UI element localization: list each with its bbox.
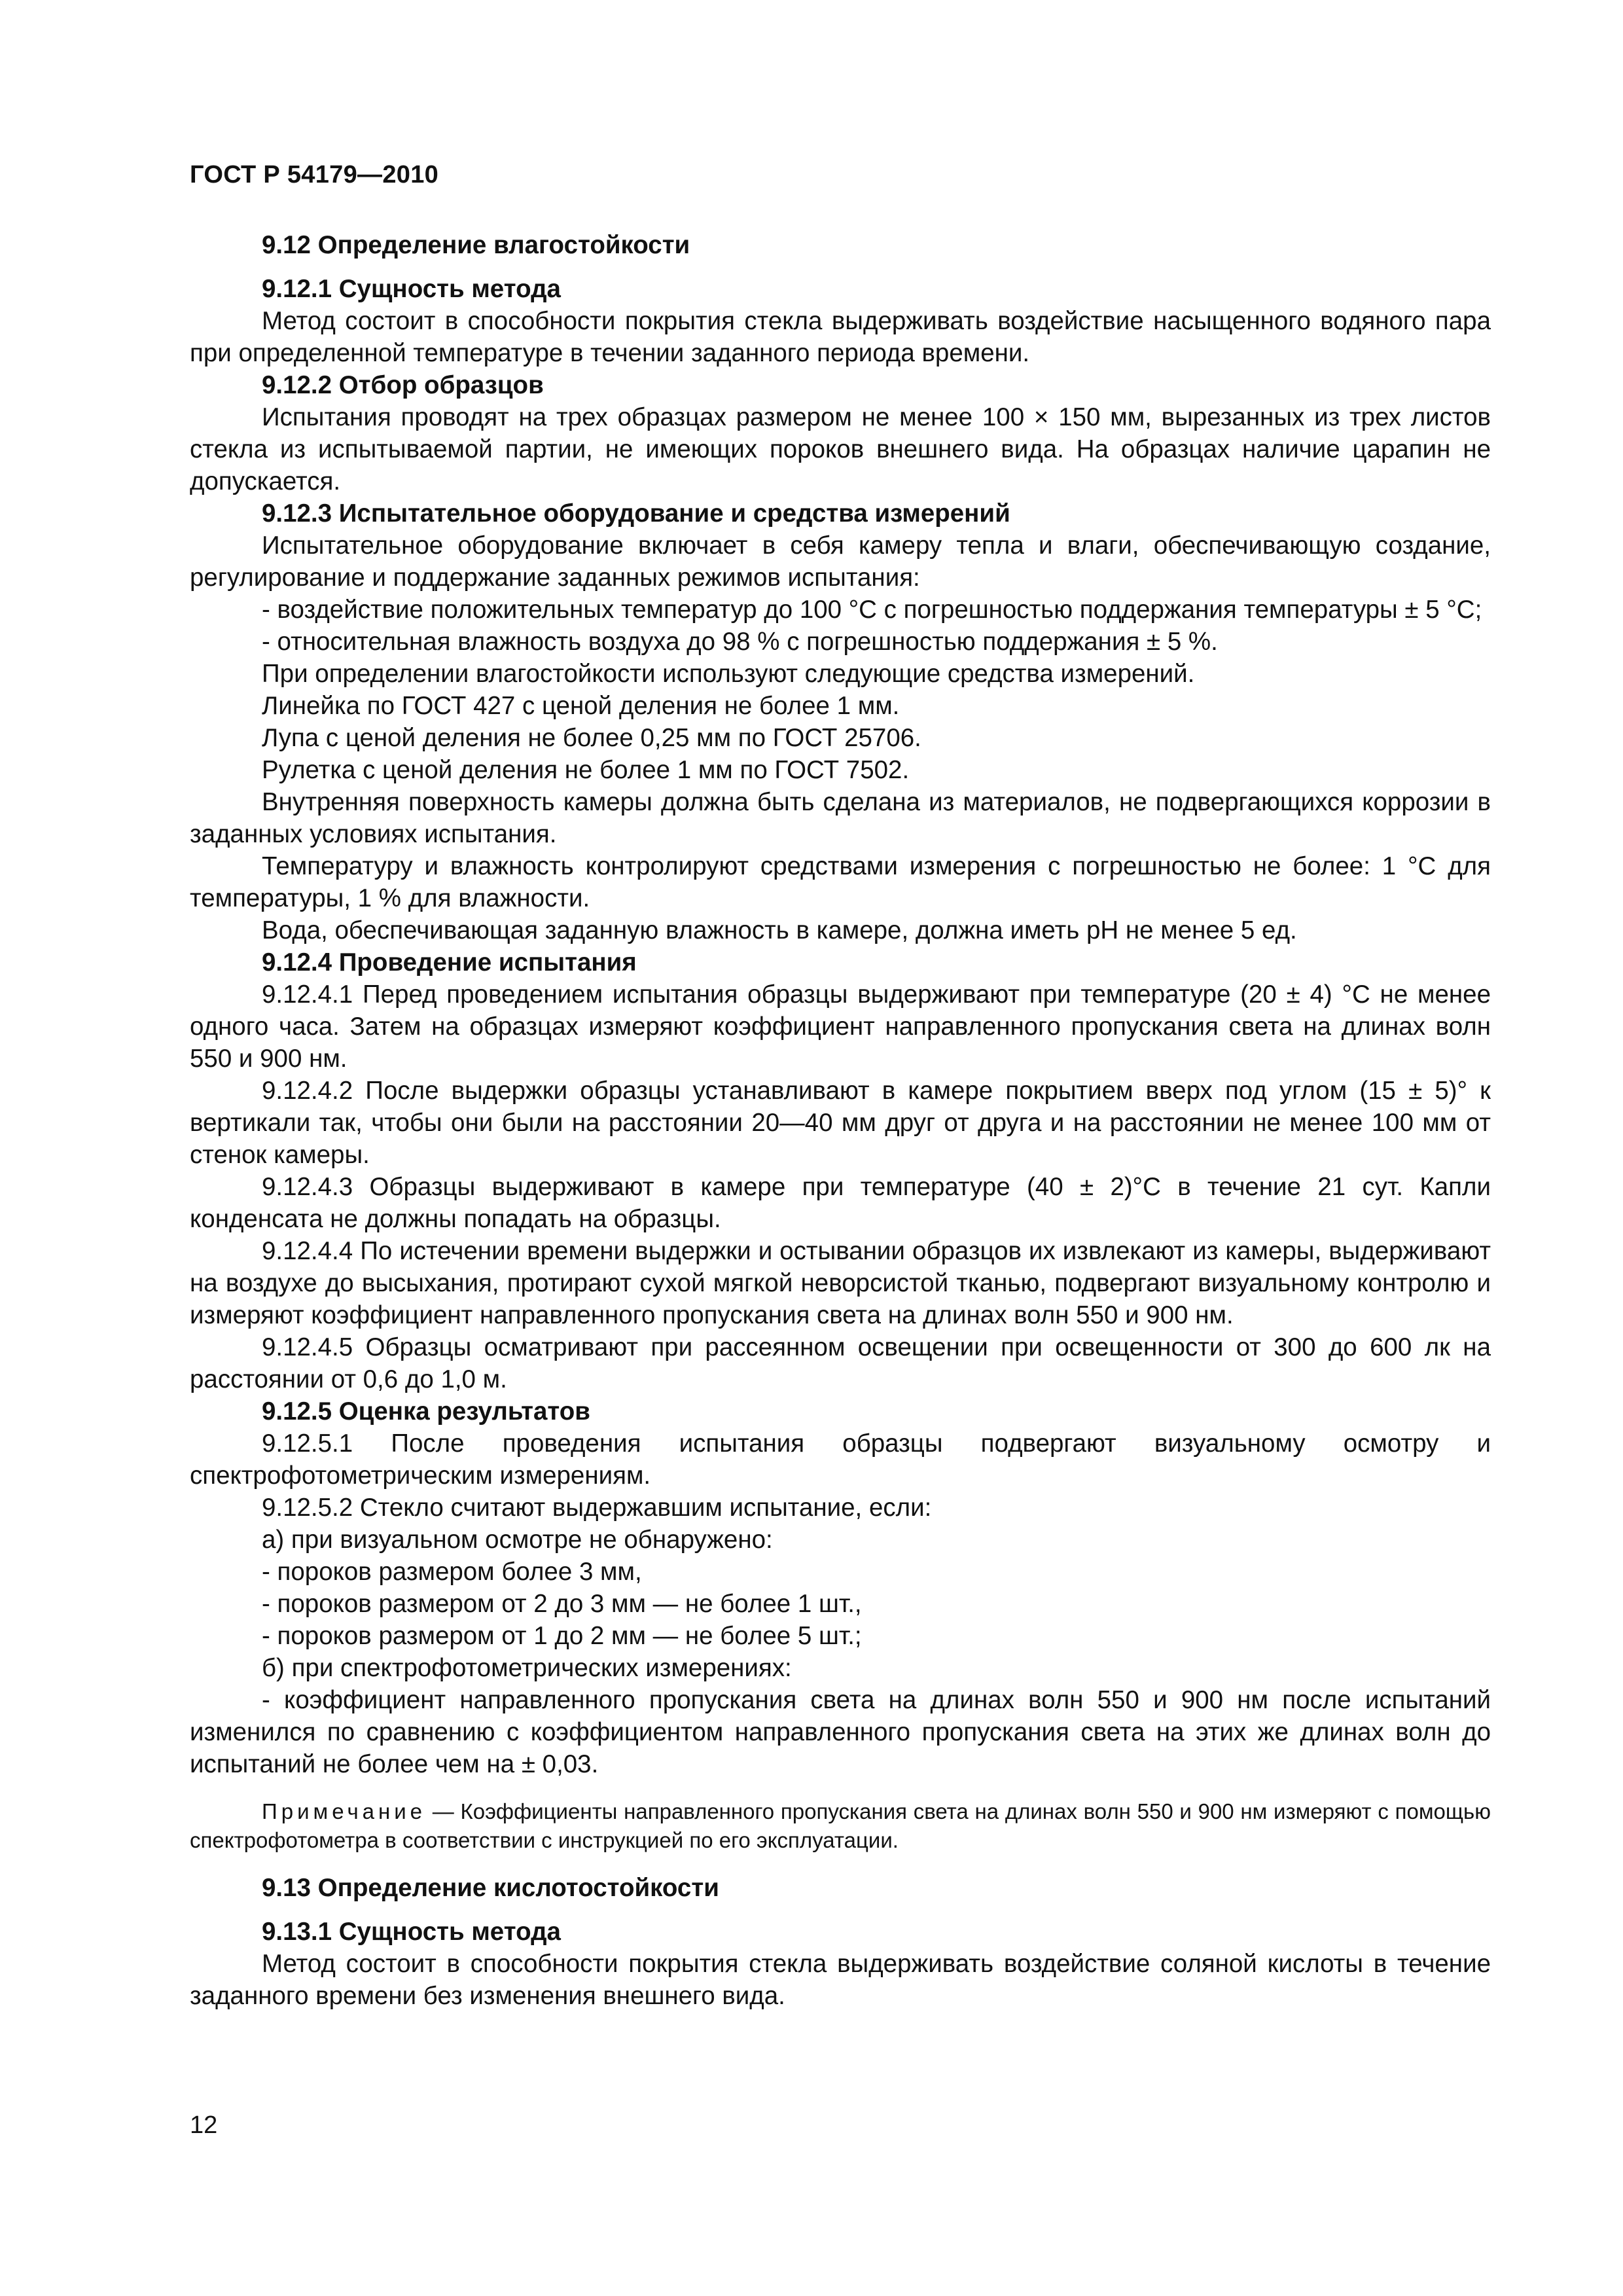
page-number: 12 [190,2111,218,2139]
paragraph: Испытания проводят на трех образцах размером не менее 100 × 150 мм, вырезанных из трех листов стекла из испытываемой партии, не имеющих пороков внешнего вида. На образцах наличие царапин не допускается. [190,403,1491,495]
paragraph: Метод состоит в способности покрытия стекла выдерживать воздействие соляной кислоты в течение заданного времени без изменения внешнего вида. [190,1950,1491,2010]
paragraph: Рулетка с ценой деления не более 1 мм по ГОСТ 7502. [262,756,910,784]
subsection-heading: 9.13.1 Сущность метода [262,1918,561,1946]
subsection-heading: 9.12.2 Отбор образцов [262,371,544,399]
subsection-heading: 9.12.5 Оценка результатов [262,1397,590,1426]
paragraph: Испытательное оборудование включает в себя камеру тепла и влаги, обеспечивающую создание, регулирование и поддержание заданных режимов испытания: [190,531,1491,592]
paragraph: 9.12.5.1 После проведения испытания образцы подвергают визуальному осмотру и спектрофотометрическим измерениям. [190,1429,1491,1490]
list-item: - пороков размером более 3 мм, [262,1558,642,1586]
paragraph: 9.12.4.3 Образцы выдерживают в камере при температуре (40 ± 2)°С в течение 21 сут. Капли конденсата не должны попадать на образцы. [190,1173,1491,1233]
section-heading: 9.12 Определение влагостойкости [262,231,690,259]
list-item: б) при спектрофотометрических измерениях: [262,1654,792,1682]
subsection-heading: 9.12.1 Сущность метода [262,275,561,303]
paragraph: При определении влагостойкости используют следующие средства измерений. [262,660,1195,688]
document-body [190,229,1491,2012]
paragraph: Лупа с ценой деления не более 0,25 мм по ГОСТ 25706. [262,724,921,752]
paragraph: Метод состоит в способности покрытия стекла выдерживать воздействие насыщенного водяного пара при определенной температуре в течении заданного периода времени. [190,307,1491,367]
list-item: а) при визуальном осмотре не обнаружено: [262,1526,773,1554]
section-heading: 9.13 Определение кислотостойкости [262,1874,719,1902]
note [190,1797,1491,1855]
subsection-heading: 9.12.4 Проведение испытания [262,948,637,977]
paragraph: 9.12.4.4 По истечении времени выдержки и остывании образцов их извлекают из камеры, выдерживают на воздухе до высыхания, протирают сухой мягкой неворсистой тканью, подвергают визуальному контролю и измеряют коэффициент направленного пропускания света на длинах волн 550 и 900 нм. [190,1237,1491,1329]
paragraph: 9.12.4.2 После выдержки образцы устанавливают в камере покрытием вверх под углом (15 ± 5)° к вертикали так, чтобы они были на расстоянии 20—40 мм друг от друга и на расстоянии не менее 100 мм от стенок камеры. [190,1077,1491,1169]
paragraph: Внутренняя поверхность камеры должна быть сделана из материалов, не подвергающихся коррозии в заданных условиях испытания. [190,788,1491,848]
paragraph: Вода, обеспечивающая заданную влажность в камере, должна иметь pH не менее 5 ед. [262,916,1297,944]
paragraph: 9.12.4.1 Перед проведением испытания образцы выдерживают при температуре (20 ± 4) °С не менее одного часа. Затем на образцах измеряют коэффициент направленного пропускания света на длинах волн 550 и 900 нм. [190,980,1491,1073]
paragraph: 9.12.4.5 Образцы осматривают при рассеянном освещении при освещенности от 300 до 600 лк на расстоянии от 0,6 до 1,0 м. [190,1333,1491,1393]
subsection-heading: 9.12.3 Испытательное оборудование и средства измерений [262,499,1010,528]
list-item: - относительная влажность воздуха до 98 % с погрешностью поддержания ± 5 %. [262,628,1218,656]
paragraph: Линейка по ГОСТ 427 с ценой деления не более 1 мм. [262,692,900,720]
list-item: - пороков размером от 2 до 3 мм — не более 1 шт., [262,1590,862,1618]
list-item: - пороков размером от 1 до 2 мм — не более 5 шт.; [262,1622,862,1650]
list-item: - воздействие положительных температур до 100 °С с погрешностью поддержания температуры ± 5 °С; [262,596,1482,624]
note-text: — Коэффициенты направленного пропускания света на длинах волн 550 и 900 нм измеряют с помощью спектрофотометра в соответствии с инструкцией по его эксплуатации. [190,1799,1491,1852]
paragraph: Температуру и влажность контролируют средствами измерения с погрешностью не более: 1 °С для температуры, 1 % для влажности. [190,852,1491,912]
list-item: - коэффициент направленного пропускания света на длинах волн 550 и 900 нм после испытаний изменился по сравнению с коэффициентом направленного пропускания света на этих же длинах волн до испытаний не более чем на ± 0,03. [190,1686,1491,1778]
note-label: Примечание [262,1799,427,1823]
paragraph: 9.12.5.2 Стекло считают выдержавшим испытание, если: [262,1494,932,1522]
document-id: ГОСТ Р 54179—2010 [190,161,439,188]
